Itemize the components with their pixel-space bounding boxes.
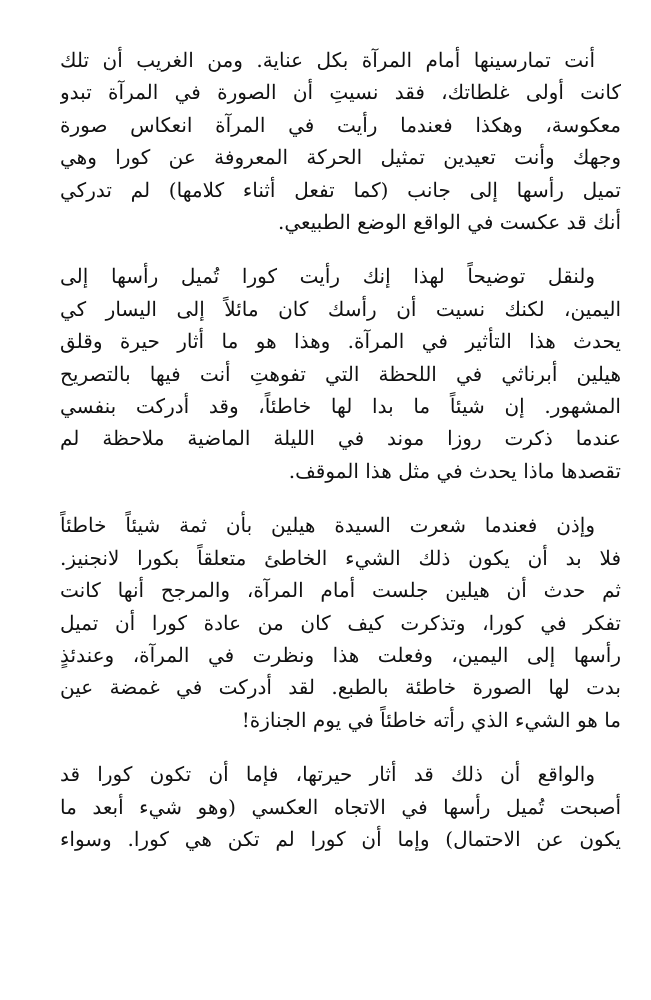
text-line: بدت لها الصورة خاطئة بالطبع. لقد أدركت في غمضة عين xyxy=(60,675,621,700)
text-line: كانت أولى غلطاتك، فقد نسيتِ أن الصورة في المرآة تبدو xyxy=(60,80,621,105)
text-line: تفكر في كورا، وتذكرت كيف كان من عادة كورا أن تميل xyxy=(60,610,621,635)
text-line: المشهور. إن شيئاً ما بدا لها خاطئاً، وقد أدركت بنفسي xyxy=(60,394,621,419)
book-page xyxy=(60,44,621,877)
text-line: يحدث هذا التأثير في المرآة. وهذا هو ما أثار حيرة وقلق xyxy=(60,329,621,354)
text-line: يكون عن الاحتمال) وإما أن كورا لم تكن هي كورا. وسواء xyxy=(60,826,621,851)
paragraph-1 xyxy=(60,44,621,238)
text-line: أنت تمارسينها أمام المرآة بكل عناية. ومن الغريب أن تلك xyxy=(60,48,595,72)
text-line: رأسها إلى اليمين، وفعلت هذا ونظرت في المرآة، وعندئذٍ xyxy=(60,642,621,667)
text-line: اليمين، لكنك نسيت أن رأسك كان مائلاً إلى اليسار كي xyxy=(60,296,621,321)
text-line: تقصدها ماذا يحدث في مثل هذا الموقف. xyxy=(288,458,621,483)
text-line: ولنقل توضيحاً لهذا إنك رأيت كورا تُميل رأسها إلى xyxy=(60,264,595,289)
text-line: ما هو الشيء الذي رأته خاطئاً في يوم الجنازة! xyxy=(241,707,621,732)
text-line: تميل رأسها إلى جانب (كما تفعل أثناء كلامها) لم تدركي xyxy=(60,177,621,202)
text-line: معكوسة، وهكذا فعندما رأيت في المرآة انعكاس صورة xyxy=(60,112,621,137)
paragraph-4 xyxy=(60,758,621,855)
text-line: ثم حدث أن هيلين جلست أمام المرآة، والمرجح أنها كانت xyxy=(60,578,621,603)
text-line: عندما ذكرت روزا موند في الليلة الماضية ملاحظة لم xyxy=(60,426,621,451)
text-line: أصبحت تُميل رأسها في الاتجاه العكسي (وهو شيء أبعد ما xyxy=(60,794,621,819)
text-line: هيلين أبرناثي في اللحظة التي تفوهتِ أنت فيها بالتصريح xyxy=(60,361,621,386)
text-line: والواقع أن ذلك قد أثار حيرتها، فإما أن تكون كورا قد xyxy=(60,762,595,787)
paragraph-3 xyxy=(60,509,621,736)
text-line: فلا بد أن يكون ذلك الشيء الخاطئ متعلقاً بكورا لانجنيز. xyxy=(60,545,621,570)
text-line: وإذن فعندما شعرت السيدة هيلين بأن ثمة شيئاً خاطئاً xyxy=(60,513,595,538)
text-line: وجهك وأنت تعيدين تمثيل الحركة المعروفة عن كورا وهي xyxy=(60,145,621,170)
text-line: أنك قد عكست في الواقع الوضع الطبيعي. xyxy=(277,210,621,235)
paragraph-2 xyxy=(60,260,621,487)
